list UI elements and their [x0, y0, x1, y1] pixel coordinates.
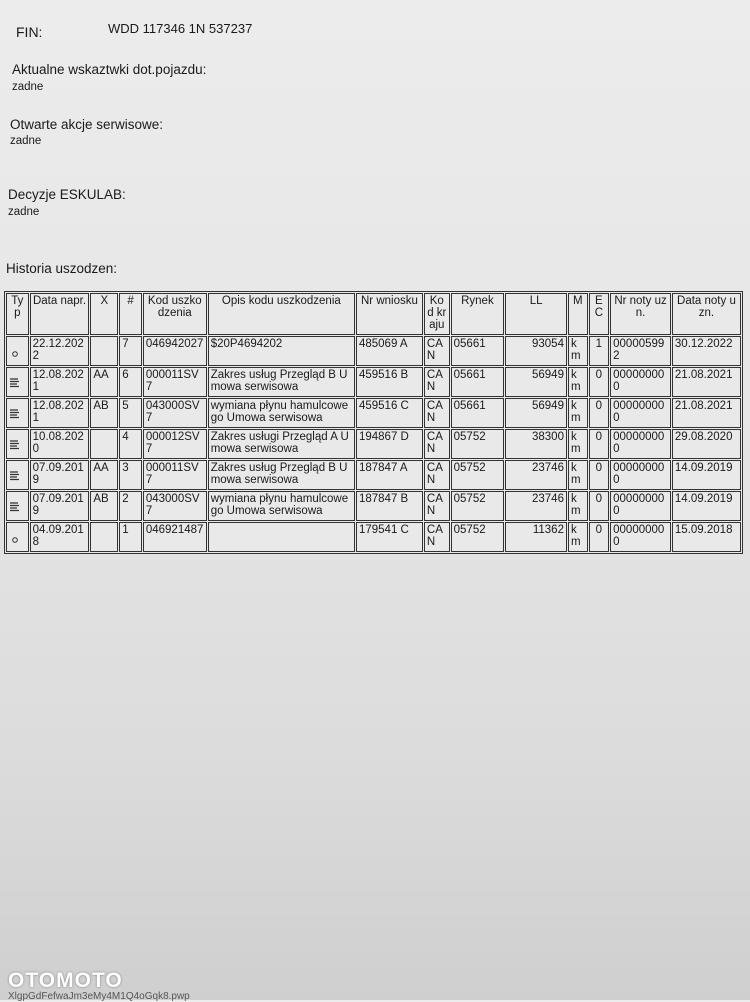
cell-date: 12.08.2021: [30, 367, 90, 397]
column-header: Data noty uzn.: [672, 293, 741, 335]
cell-n: 2: [119, 491, 142, 521]
cell-ec: 1: [589, 336, 610, 366]
section-heading-current-hints: Aktualne wskaztwki dot.pojazdu:: [12, 62, 207, 77]
circle-icon: [9, 346, 21, 358]
cell-rynek: 05752: [451, 429, 505, 459]
column-header: Nr noty uzn.: [610, 293, 671, 335]
circle-icon: [9, 532, 21, 544]
cell-wniosek: 187847 A: [356, 460, 423, 490]
cell-typ: [6, 429, 29, 459]
cell-x: AA: [90, 367, 118, 397]
cell-ec: 0: [589, 398, 610, 428]
table-row: [6, 460, 741, 490]
column-header: Opis kodu uszkodzenia: [208, 293, 355, 335]
cell-ec: 0: [589, 491, 610, 521]
cell-wniosek: 179541 C: [356, 522, 423, 552]
cell-m: km: [568, 491, 588, 521]
column-header: M: [568, 293, 588, 335]
cell-kod: 000012SV7: [143, 429, 207, 459]
cell-ll: 38300: [505, 429, 567, 459]
cell-typ: [6, 367, 29, 397]
column-header: Nr wniosku: [356, 293, 423, 335]
cell-rynek: 05661: [451, 367, 505, 397]
cell-x: [90, 522, 118, 552]
cell-ll: 11362: [505, 522, 567, 552]
column-header: Typ: [6, 293, 29, 335]
document-icon: [9, 377, 21, 389]
cell-opis: wymiana płynu hamulcowego Umowa serwisowa: [208, 491, 355, 521]
cell-nota: 000000000: [610, 429, 671, 459]
cell-ll: 23746: [505, 460, 567, 490]
cell-opis: [208, 522, 355, 552]
cell-kod: 000011SV7: [143, 460, 207, 490]
cell-x: AA: [90, 460, 118, 490]
cell-opis: Zakres usług Przegląd B Umowa serwisowa: [208, 460, 355, 490]
column-header: Rynek: [451, 293, 505, 335]
cell-n: 6: [119, 367, 142, 397]
document-icon: [9, 470, 21, 482]
cell-ec: 0: [589, 429, 610, 459]
cell-kraj: CAN: [424, 398, 450, 428]
column-header: Kod kraju: [424, 293, 450, 335]
cell-opis: $20P4694202: [208, 336, 355, 366]
cell-typ: [6, 460, 29, 490]
cell-data-noty: 15.09.2018: [672, 522, 741, 552]
cell-n: 3: [119, 460, 142, 490]
table-row: [6, 367, 741, 397]
history-heading: Historia uszodzen:: [6, 261, 118, 276]
section-value-eskulab-decisions: zadne: [8, 206, 40, 218]
document-icon: [9, 408, 21, 420]
cell-m: km: [568, 336, 588, 366]
cell-n: 7: [119, 336, 142, 366]
cell-rynek: 05752: [451, 522, 505, 552]
cell-date: 12.08.2021: [30, 398, 90, 428]
cell-x: AB: [90, 491, 118, 521]
cell-kraj: CAN: [424, 460, 450, 490]
cell-kod: 043000SV7: [143, 491, 207, 521]
cell-data-noty: 14.09.2019: [672, 460, 741, 490]
cell-rynek: 05661: [451, 398, 505, 428]
cell-data-noty: 29.08.2020: [672, 429, 741, 459]
cell-kod: 046942027: [143, 336, 207, 366]
cell-m: km: [568, 522, 588, 552]
cell-kraj: CAN: [424, 429, 450, 459]
section-value-current-hints: zadne: [12, 81, 44, 93]
cell-m: km: [568, 460, 588, 490]
cell-kod: 043000SV7: [143, 398, 207, 428]
cell-ec: 0: [589, 460, 610, 490]
table-row: [6, 491, 741, 521]
cell-rynek: 05661: [451, 336, 505, 366]
otomoto-watermark: OTOMOTO: [8, 969, 123, 992]
cell-n: 1: [119, 522, 142, 552]
table-row: [6, 522, 741, 552]
cell-nota: 000005992: [610, 336, 671, 366]
cell-ll: 56949: [505, 367, 567, 397]
fin-label: FIN:: [16, 24, 43, 40]
column-header: #: [119, 293, 142, 335]
cell-x: [90, 429, 118, 459]
cell-nota: 000000000: [610, 460, 671, 490]
cell-typ: [6, 336, 29, 366]
damage-history-table: [4, 291, 743, 554]
cell-data-noty: 30.12.2022: [672, 336, 741, 366]
cell-kod: 000011SV7: [143, 367, 207, 397]
cell-wniosek: 459516 B: [356, 367, 423, 397]
document-icon: [9, 501, 21, 513]
column-header: X: [90, 293, 118, 335]
cell-data-noty: 21.08.2021: [672, 398, 741, 428]
column-header: Data napr.: [30, 293, 90, 335]
footer-text: XlgpGdFefwaJm3eMy4M1Q4oGqk8.pwp: [8, 991, 190, 1002]
cell-wniosek: 194867 D: [356, 429, 423, 459]
cell-opis: wymiana płynu hamulcowego Umowa serwisowa: [208, 398, 355, 428]
cell-rynek: 05752: [451, 491, 505, 521]
cell-date: 22.12.2022: [30, 336, 90, 366]
cell-n: 4: [119, 429, 142, 459]
cell-date: 07.09.2019: [30, 491, 90, 521]
table-row: [6, 429, 741, 459]
cell-m: km: [568, 429, 588, 459]
cell-x: [90, 336, 118, 366]
fin-value: WDD 117346 1N 537237: [108, 21, 253, 36]
cell-ec: 0: [589, 522, 610, 552]
cell-kod: 046921487: [143, 522, 207, 552]
table-header-row: [6, 293, 741, 335]
column-header: Kod uszkodzenia: [143, 293, 207, 335]
cell-wniosek: 459516 C: [356, 398, 423, 428]
cell-kraj: CAN: [424, 522, 450, 552]
cell-date: 07.09.2019: [30, 460, 90, 490]
cell-typ: [6, 522, 29, 552]
cell-opis: Zakres usługi Przegląd A Umowa serwisowa: [208, 429, 355, 459]
cell-m: km: [568, 367, 588, 397]
cell-kraj: CAN: [424, 491, 450, 521]
cell-ll: 23746: [505, 491, 567, 521]
document-icon: [9, 439, 21, 451]
cell-wniosek: 485069 A: [356, 336, 423, 366]
cell-ec: 0: [589, 367, 610, 397]
cell-nota: 000000000: [610, 491, 671, 521]
section-heading-open-service-actions: Otwarte akcje serwisowe:: [10, 117, 164, 132]
cell-nota: 000000000: [610, 367, 671, 397]
cell-ll: 93054: [505, 336, 567, 366]
cell-date: 10.08.2020: [30, 429, 90, 459]
column-header: LL: [505, 293, 567, 335]
cell-kraj: CAN: [424, 336, 450, 366]
cell-nota: 000000000: [610, 522, 671, 552]
cell-nota: 000000000: [610, 398, 671, 428]
section-value-open-service-actions: zadne: [10, 135, 42, 147]
section-heading-eskulab-decisions: Decyzje ESKULAB:: [8, 187, 126, 202]
cell-rynek: 05752: [451, 460, 505, 490]
cell-data-noty: 14.09.2019: [672, 491, 741, 521]
cell-m: km: [568, 398, 588, 428]
column-header: EC: [589, 293, 610, 335]
cell-date: 04.09.2018: [30, 522, 90, 552]
cell-x: AB: [90, 398, 118, 428]
cell-wniosek: 187847 B: [356, 491, 423, 521]
cell-data-noty: 21.08.2021: [672, 367, 741, 397]
cell-typ: [6, 398, 29, 428]
cell-n: 5: [119, 398, 142, 428]
cell-kraj: CAN: [424, 367, 450, 397]
cell-opis: Zakres usług Przegląd B Umowa serwisowa: [208, 367, 355, 397]
table-row: [6, 336, 741, 366]
cell-ll: 56949: [505, 398, 567, 428]
cell-typ: [6, 491, 29, 521]
table-row: [6, 398, 741, 428]
